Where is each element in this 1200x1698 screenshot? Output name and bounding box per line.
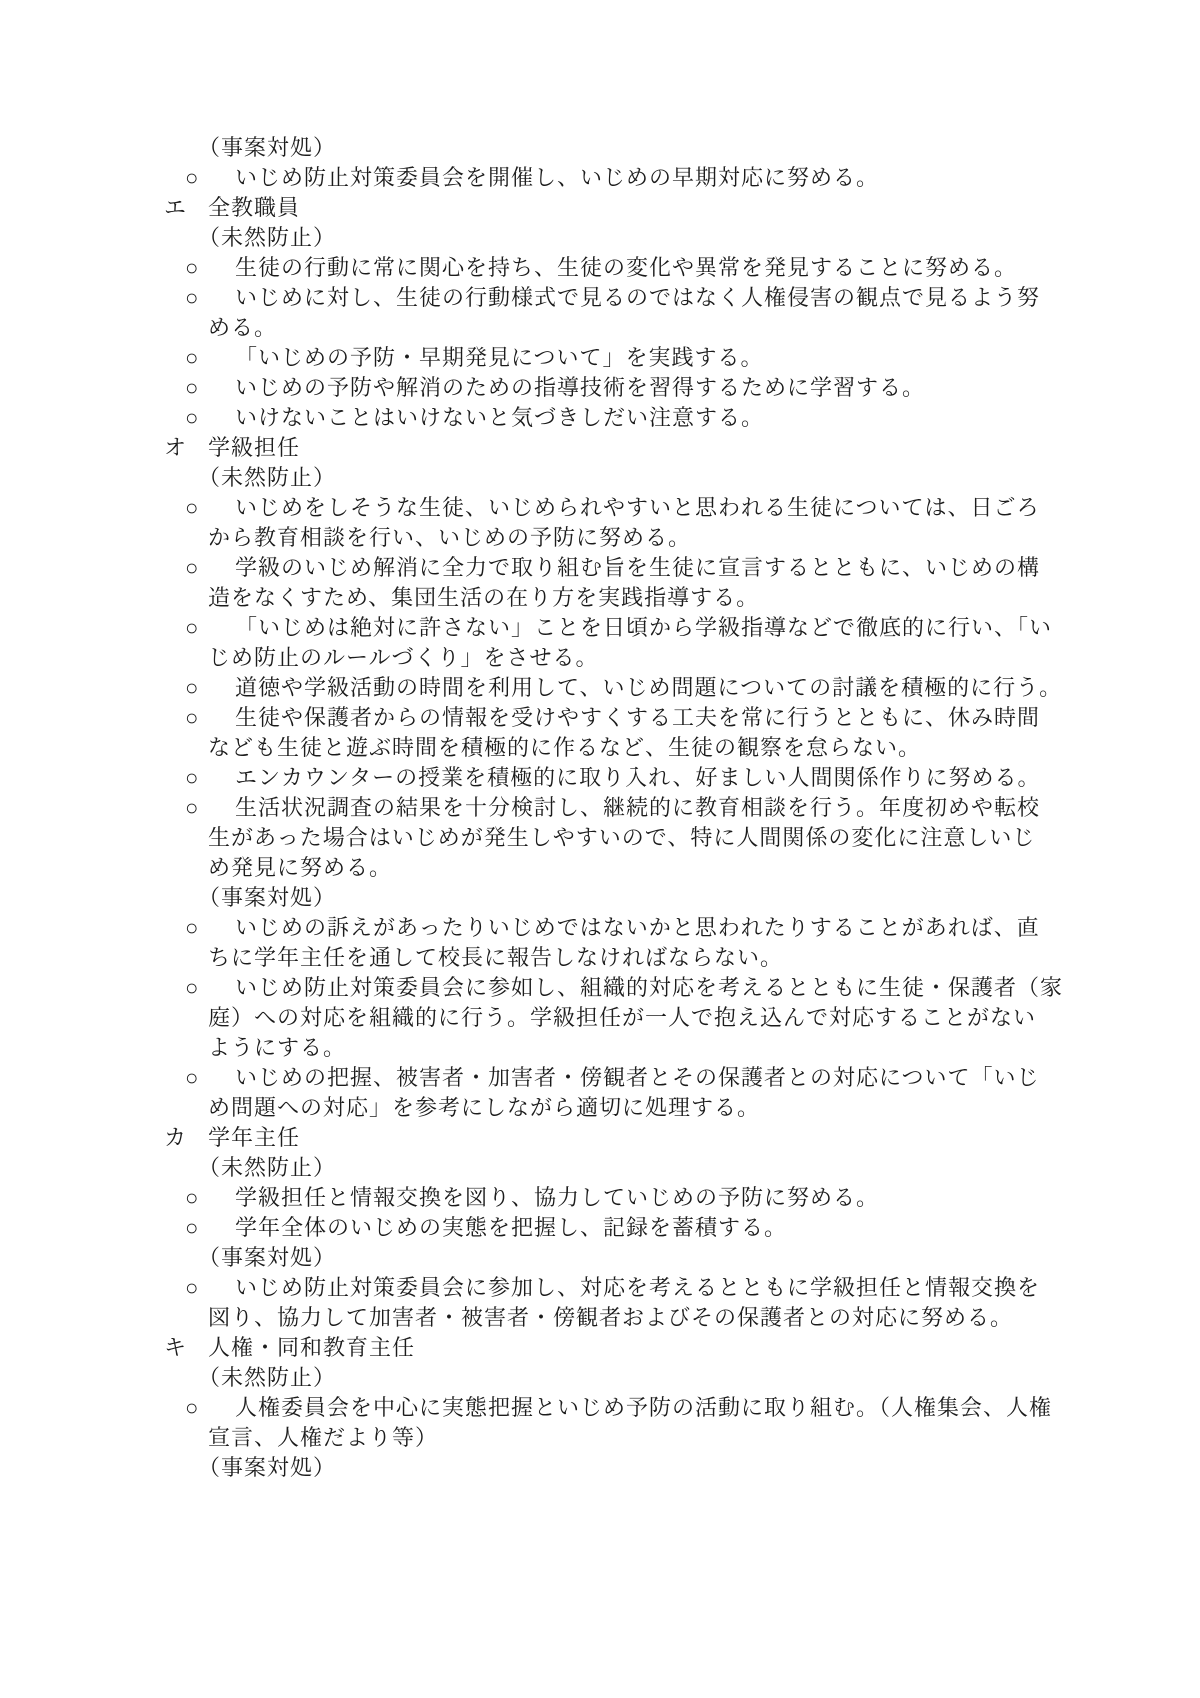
phase-label-text: （事案対処） bbox=[198, 885, 337, 910]
bullet-marker: ○ bbox=[185, 1215, 200, 1240]
continuation-line bbox=[0, 1093, 1200, 1123]
bullet-marker: ○ bbox=[185, 495, 200, 520]
continuation-line bbox=[0, 1303, 1200, 1333]
phase-label-text: （未然防止） bbox=[198, 1365, 337, 1390]
bullet-item bbox=[0, 343, 1200, 373]
phase-label-text: （事案対処） bbox=[198, 1245, 337, 1270]
continuation-text: から教育相談を行い、いじめの予防に努める。 bbox=[208, 525, 692, 550]
bullet-item bbox=[0, 1063, 1200, 1093]
continuation-line bbox=[0, 733, 1200, 763]
section-heading bbox=[0, 1333, 1200, 1363]
continuation-text: ようにする。 bbox=[208, 1035, 347, 1060]
section-label: 学級担任 bbox=[208, 435, 301, 460]
bullet-text: 学年全体のいじめの実態を把握し、記録を蓄積する。 bbox=[235, 1215, 788, 1240]
bullet-marker: ○ bbox=[185, 615, 200, 640]
bullet-text: いじめの予防や解消のための指導技術を習得するために学習する。 bbox=[235, 375, 926, 400]
bullet-marker: ○ bbox=[185, 1395, 200, 1420]
bullet-marker: ○ bbox=[185, 705, 200, 730]
bullet-item bbox=[0, 913, 1200, 943]
bullet-item bbox=[0, 553, 1200, 583]
continuation-text: じめ防止のルールづくり」をさせる。 bbox=[208, 645, 599, 670]
continuation-text: め問題への対応」を参考にしながら適切に処理する。 bbox=[208, 1095, 761, 1120]
bullet-item bbox=[0, 763, 1200, 793]
phase-label bbox=[0, 1243, 1200, 1273]
phase-label-text: （未然防止） bbox=[198, 465, 337, 490]
bullet-marker: ○ bbox=[185, 1185, 200, 1210]
bullet-marker: ○ bbox=[185, 765, 200, 790]
bullet-marker: ○ bbox=[185, 675, 200, 700]
phase-label-text: （事案対処） bbox=[198, 135, 337, 160]
bullet-text: 生活状況調査の結果を十分検討し、継続的に教育相談を行う。年度初めや転校 bbox=[235, 795, 1041, 820]
continuation-text: 造をなくすため、集団生活の在り方を実践指導する。 bbox=[208, 585, 760, 610]
phase-label bbox=[0, 133, 1200, 163]
continuation-text: め発見に努める。 bbox=[208, 855, 393, 880]
phase-label bbox=[0, 223, 1200, 253]
section-label: 人権・同和教育主任 bbox=[208, 1335, 416, 1360]
section-marker: オ bbox=[164, 435, 188, 460]
phase-label bbox=[0, 1453, 1200, 1483]
bullet-item bbox=[0, 253, 1200, 283]
section-marker: キ bbox=[164, 1335, 188, 1360]
continuation-line bbox=[0, 1033, 1200, 1063]
continuation-line bbox=[0, 643, 1200, 673]
bullet-text: 「いじめは絶対に許さない」ことを日頃から学級指導などで徹底的に行い、「い bbox=[235, 615, 1053, 640]
bullet-marker: ○ bbox=[185, 345, 200, 370]
section-label: 全教職員 bbox=[208, 195, 301, 220]
continuation-text: 宣言、人権だより等） bbox=[208, 1425, 439, 1450]
bullet-text: いじめ防止対策委員会を開催し、いじめの早期対応に努める。 bbox=[235, 165, 880, 190]
bullet-item bbox=[0, 1393, 1200, 1423]
bullet-item bbox=[0, 163, 1200, 193]
phase-label bbox=[0, 1153, 1200, 1183]
bullet-text: 生徒の行動に常に関心を持ち、生徒の変化や異常を発見することに努める。 bbox=[235, 255, 1018, 280]
continuation-text: める。 bbox=[208, 315, 278, 340]
section-marker: エ bbox=[164, 195, 188, 220]
continuation-line bbox=[0, 583, 1200, 613]
bullet-text: 学級担任と情報交換を図り、協力していじめの予防に努める。 bbox=[235, 1185, 880, 1210]
bullet-item bbox=[0, 1183, 1200, 1213]
phase-label bbox=[0, 463, 1200, 493]
continuation-line bbox=[0, 853, 1200, 883]
continuation-line bbox=[0, 943, 1200, 973]
bullet-marker: ○ bbox=[185, 915, 200, 940]
section-heading bbox=[0, 1123, 1200, 1153]
bullet-item bbox=[0, 373, 1200, 403]
bullet-marker: ○ bbox=[185, 405, 200, 430]
phase-label-text: （事案対処） bbox=[198, 1455, 337, 1480]
bullet-text: いけないことはいけないと気づきしだい注意する。 bbox=[235, 405, 765, 430]
section-marker: カ bbox=[164, 1125, 188, 1150]
phase-label bbox=[0, 1363, 1200, 1393]
phase-label bbox=[0, 883, 1200, 913]
phase-label-text: （未然防止） bbox=[198, 225, 337, 250]
section-label: 学年主任 bbox=[208, 1125, 301, 1150]
bullet-marker: ○ bbox=[185, 165, 200, 190]
continuation-text: なども生徒と遊ぶ時間を積極的に作るなど、生徒の観察を怠らない。 bbox=[208, 735, 922, 760]
bullet-text: 学級のいじめ解消に全力で取り組む旨を生徒に宣言するとともに、いじめの構 bbox=[235, 555, 1041, 580]
bullet-text: 生徒や保護者からの情報を受けやすくする工夫を常に行うとともに、休み時間 bbox=[235, 705, 1041, 730]
bullet-marker: ○ bbox=[185, 285, 200, 310]
bullet-text: 「いじめの予防・早期発見について」を実践する。 bbox=[235, 345, 764, 370]
continuation-line bbox=[0, 823, 1200, 853]
bullet-item bbox=[0, 403, 1200, 433]
continuation-text: ちに学年主任を通して校長に報告しなければならない。 bbox=[208, 945, 784, 970]
bullet-item bbox=[0, 493, 1200, 523]
section-heading bbox=[0, 433, 1200, 463]
bullet-text: エンカウンターの授業を積極的に取り入れ、好ましい人間関係作りに努める。 bbox=[235, 765, 1041, 790]
bullet-item bbox=[0, 1213, 1200, 1243]
continuation-line bbox=[0, 313, 1200, 343]
continuation-text: 生があった場合はいじめが発生しやすいので、特に人間関係の変化に注意しいじ bbox=[208, 825, 1036, 850]
continuation-line bbox=[0, 523, 1200, 553]
continuation-text: 庭）への対応を組織的に行う。学級担任が一人で抱え込んで対応することがない bbox=[208, 1005, 1037, 1030]
bullet-marker: ○ bbox=[185, 555, 200, 580]
bullet-item bbox=[0, 973, 1200, 1003]
bullet-marker: ○ bbox=[185, 975, 200, 1000]
bullet-item bbox=[0, 1273, 1200, 1303]
bullet-text: いじめ防止対策委員会に参如し、組織的対応を考えるとともに生徒・保護者（家 bbox=[235, 975, 1064, 1000]
continuation-line bbox=[0, 1423, 1200, 1453]
bullet-text: 人権委員会を中心に実態把握といじめ予防の活動に取り組む。（人権集会、人権 bbox=[235, 1395, 1053, 1420]
bullet-marker: ○ bbox=[185, 255, 200, 280]
bullet-text: 道徳や学級活動の時間を利用して、いじめ問題についての討議を積極的に行う。 bbox=[235, 675, 1063, 700]
bullet-item bbox=[0, 613, 1200, 643]
bullet-text: いじめをしそうな生徒、いじめられやすいと思われる生徒については、日ごろ bbox=[235, 495, 1040, 520]
section-heading bbox=[0, 193, 1200, 223]
bullet-item bbox=[0, 793, 1200, 823]
continuation-text: 図り、協力して加害者・被害者・傍観者およびその保護者との対応に努める。 bbox=[208, 1305, 1014, 1330]
bullet-marker: ○ bbox=[185, 1275, 200, 1300]
bullet-text: いじめの把握、被害者・加害者・傍観者とその保護者との対応について「いじ bbox=[235, 1065, 1040, 1090]
bullet-text: いじめの訴えがあったりいじめではないかと思われたりすることがあれば、直 bbox=[235, 915, 1040, 940]
bullet-marker: ○ bbox=[185, 375, 200, 400]
bullet-item bbox=[0, 673, 1200, 703]
continuation-line bbox=[0, 1003, 1200, 1033]
document-page bbox=[0, 133, 1200, 1483]
bullet-marker: ○ bbox=[185, 1065, 200, 1090]
bullet-text: いじめに対し、生徒の行動様式で見るのではなく人権侵害の観点で見るよう努 bbox=[235, 285, 1041, 310]
bullet-item bbox=[0, 703, 1200, 733]
bullet-marker: ○ bbox=[185, 795, 200, 820]
bullet-text: いじめ防止対策委員会に参加し、対応を考えるとともに学級担任と情報交換を bbox=[235, 1275, 1041, 1300]
phase-label-text: （未然防止） bbox=[198, 1155, 337, 1180]
bullet-item bbox=[0, 283, 1200, 313]
